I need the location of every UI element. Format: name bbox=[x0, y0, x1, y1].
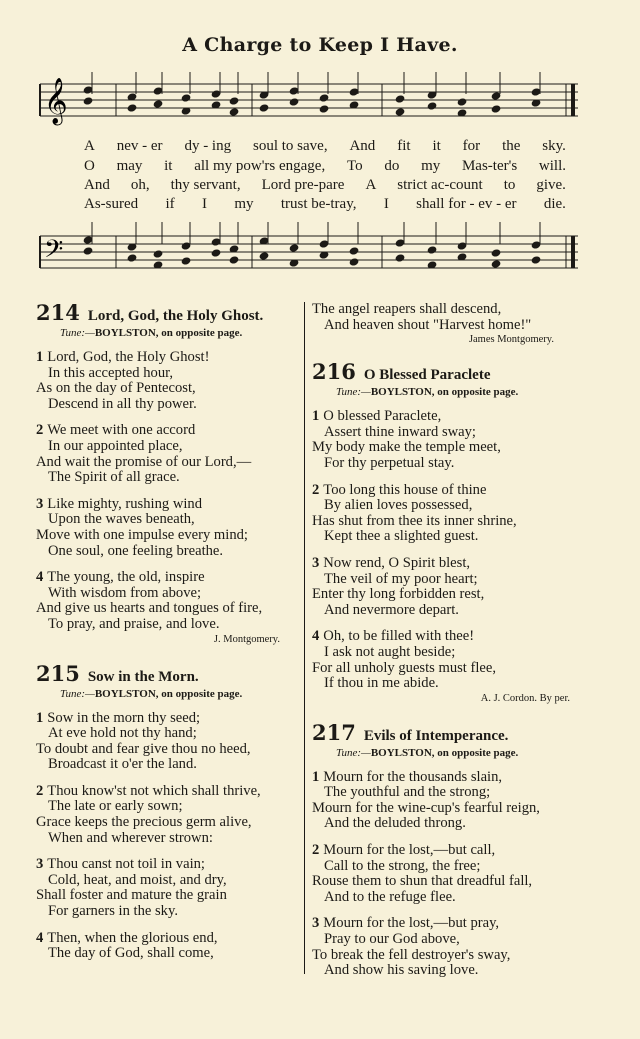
tune-name: BOYLSTON, on opposite page. bbox=[94, 687, 243, 700]
notehead bbox=[319, 104, 330, 113]
lyric-syllable: Mas-ter's bbox=[461, 158, 518, 174]
notehead bbox=[259, 103, 270, 112]
stanza-line: The angel reapers shall descend, bbox=[312, 301, 502, 317]
hymn-number: 214 bbox=[36, 300, 80, 325]
stanza-line: To pray, and praise, and love. bbox=[48, 615, 220, 632]
verse-number: 1 bbox=[312, 408, 320, 425]
stanza-line: 2 We meet with one accord bbox=[36, 422, 196, 439]
lyric-syllable: it bbox=[164, 158, 173, 174]
lyric-syllable: all my pow'rs engage, bbox=[194, 158, 326, 174]
stanza-line: Pray to our God above, bbox=[324, 931, 460, 948]
lyric-syllable: may bbox=[116, 158, 143, 174]
stanza-line: Cold, heat, and moist, and dry, bbox=[48, 871, 227, 888]
stanza-line: 3 Now rend, O Spirit blest, bbox=[312, 554, 471, 571]
stanza-line: To doubt and fear give thou no heed, bbox=[36, 740, 251, 757]
stanza bbox=[312, 629, 584, 691]
notehead bbox=[457, 97, 468, 106]
verse-number: 3 bbox=[36, 856, 44, 873]
notehead bbox=[349, 257, 360, 266]
hymn-title: O Blessed Paraclete bbox=[363, 367, 491, 384]
lyric-syllable: trust be-tray, bbox=[280, 196, 357, 212]
verse-number: 2 bbox=[36, 782, 44, 799]
lyric-syllable: the bbox=[502, 138, 521, 154]
lyric-syllable: To bbox=[346, 158, 363, 174]
lyric-syllable: shall for - ev - er bbox=[416, 196, 517, 212]
stanza bbox=[36, 784, 304, 846]
hymn-heading bbox=[36, 661, 304, 686]
verse-number: 4 bbox=[36, 929, 44, 946]
stanza bbox=[312, 409, 584, 471]
notehead bbox=[259, 251, 270, 260]
notehead bbox=[181, 93, 192, 102]
hymn-216 bbox=[312, 359, 584, 704]
stanzas bbox=[36, 350, 304, 633]
hymn-217 bbox=[312, 720, 584, 979]
stanza-line: 3 Mourn for the lost,—but pray, bbox=[312, 915, 500, 932]
stanza-line: 3 Like mighty, rushing wind bbox=[36, 495, 203, 512]
stanza-line: 1 Lord, God, the Holy Ghost! bbox=[36, 349, 210, 365]
lyric-syllable: will. bbox=[538, 158, 566, 174]
stanza-line: Descend in all thy power. bbox=[48, 395, 197, 412]
notehead bbox=[491, 104, 502, 113]
stanza bbox=[312, 483, 584, 545]
hymn-215 bbox=[36, 661, 304, 962]
author: James Montgomery. bbox=[468, 334, 554, 346]
treble-notes bbox=[83, 72, 542, 118]
lyric-syllable: And bbox=[349, 138, 376, 154]
stanza bbox=[312, 843, 584, 905]
notehead bbox=[289, 243, 300, 252]
author: A. J. Cordon. By per. bbox=[480, 692, 570, 704]
stanza-line: For thy perpetual stay. bbox=[324, 454, 455, 471]
lyric-line-4 bbox=[84, 196, 566, 213]
stanza-line: Assert thine inward sway; bbox=[324, 423, 476, 440]
tune-name: BOYLSTON, on opposite page. bbox=[370, 386, 519, 399]
lyric-syllable: it bbox=[432, 138, 441, 154]
lyric-line-1 bbox=[84, 138, 566, 155]
stanza bbox=[312, 770, 584, 832]
verse-number: 4 bbox=[312, 628, 320, 645]
stanza bbox=[36, 711, 304, 773]
verse-number: 1 bbox=[312, 768, 320, 785]
lyric-syllable: to bbox=[503, 177, 516, 193]
notehead bbox=[427, 245, 438, 254]
lyric-syllable: thy servant, bbox=[170, 177, 241, 193]
stanza-line: In this accepted hour, bbox=[48, 364, 174, 381]
hymn-heading bbox=[36, 300, 304, 325]
stanza-line: For all unholy guests must flee, bbox=[312, 659, 497, 676]
lyric-syllable: A bbox=[84, 138, 95, 154]
lyric-syllable: do bbox=[384, 158, 400, 174]
hymn-214 bbox=[36, 300, 304, 645]
verse-number: 2 bbox=[312, 481, 320, 498]
verse-number: 3 bbox=[312, 554, 320, 571]
notehead bbox=[349, 246, 360, 255]
stanza-line: And wait the promise of our Lord,— bbox=[36, 453, 252, 470]
stanza-line: I ask not aught beside; bbox=[324, 643, 456, 660]
stanza-line: Kept thee a slighted guest. bbox=[324, 528, 479, 545]
stanza-line: 2 Mourn for the lost,—but call, bbox=[312, 842, 496, 859]
treble-clef-icon: 𝄞 bbox=[44, 78, 68, 124]
tune-name: BOYLSTON, on opposite page. bbox=[94, 327, 243, 339]
lyric-syllable: And bbox=[84, 177, 110, 193]
lyric-syllable: I bbox=[201, 196, 207, 212]
lyric-syllable: soul to save, bbox=[253, 138, 328, 154]
verse-number: 3 bbox=[312, 915, 320, 932]
stanza bbox=[312, 916, 584, 978]
notehead bbox=[491, 248, 502, 257]
stanza-line: Upon the waves beneath, bbox=[48, 511, 195, 528]
hymn-number: 217 bbox=[312, 719, 356, 745]
notehead bbox=[153, 99, 164, 108]
verse-number: 2 bbox=[36, 422, 44, 439]
stanza-line: 4 Oh, to be filled with thee! bbox=[312, 628, 475, 645]
stanza-line: One soul, one feeling breathe. bbox=[48, 542, 224, 559]
stanza-line: Call to the strong, the free; bbox=[324, 857, 481, 874]
stanza-line: The day of God, shall come, bbox=[48, 945, 214, 962]
hymn-heading bbox=[312, 720, 584, 745]
verse-number: 1 bbox=[36, 349, 44, 365]
stanza-line: To break the fell destroyer's sway, bbox=[312, 946, 511, 963]
notehead bbox=[83, 246, 94, 255]
notehead bbox=[289, 97, 300, 106]
stanza-line: And nevermore depart. bbox=[324, 601, 459, 618]
right-column bbox=[312, 302, 584, 979]
tune-label: Tune:— bbox=[336, 386, 371, 399]
lyric-syllable: strict ac-count bbox=[397, 177, 483, 193]
tune-label: Tune:— bbox=[60, 687, 95, 700]
stanza-line: When and wherever strown: bbox=[48, 829, 213, 846]
stanza bbox=[36, 857, 304, 919]
notehead bbox=[491, 259, 502, 268]
stanza-line: Enter thy long forbidden rest, bbox=[312, 586, 485, 603]
notehead bbox=[531, 255, 542, 264]
stanza-line: In our appointed place, bbox=[48, 437, 183, 454]
notehead bbox=[395, 253, 406, 262]
tune-name: BOYLSTON, on opposite page. bbox=[370, 746, 519, 759]
notehead bbox=[181, 256, 192, 265]
stanza-line: 4 Then, when the glorious end, bbox=[36, 929, 218, 946]
bass-notes bbox=[83, 222, 542, 270]
bass-clef-icon: 𝄢 bbox=[44, 235, 64, 270]
lyric-syllable: oh, bbox=[130, 177, 150, 193]
verse-number: 2 bbox=[312, 842, 320, 859]
stanzas bbox=[312, 770, 584, 979]
notehead bbox=[229, 107, 240, 116]
stanza-line: The late or early sown; bbox=[48, 798, 183, 815]
notehead bbox=[127, 253, 138, 262]
stanza-line: 3 Thou canst not toil in vain; bbox=[36, 856, 205, 873]
page-title: A Charge to Keep I Have. bbox=[182, 34, 458, 56]
lyric-syllable: dy - ing bbox=[184, 138, 232, 154]
stanza bbox=[312, 556, 584, 618]
stanza-line: For garners in the sky. bbox=[48, 903, 178, 920]
author: J. Montgomery. bbox=[213, 633, 280, 645]
stanza bbox=[36, 423, 304, 485]
stanza-line: As on the day of Pentecost, bbox=[36, 380, 196, 397]
stanza-line: The youthful and the strong; bbox=[324, 784, 491, 801]
stanza-line: 2 Too long this house of thine bbox=[312, 481, 487, 498]
stanza-line: If thou in me abide. bbox=[324, 675, 439, 692]
lyric-line-3 bbox=[84, 177, 566, 194]
notehead bbox=[229, 96, 240, 105]
hymn-title: Evils of Intemperance. bbox=[363, 727, 509, 744]
stanza bbox=[36, 931, 304, 962]
stanza-line: Rouse them to shun that dreadful fall, bbox=[312, 873, 533, 890]
stanza-line: 1 O blessed Paraclete, bbox=[312, 408, 442, 425]
continuation bbox=[312, 302, 584, 333]
tune-label: Tune:— bbox=[60, 327, 95, 339]
stanza-line: With wisdom from above; bbox=[48, 584, 202, 601]
stanza-line: Grace keeps the precious germ alive, bbox=[36, 814, 252, 831]
lyric-syllable: die. bbox=[543, 196, 566, 212]
stanzas bbox=[36, 711, 304, 962]
tune-line bbox=[336, 747, 584, 759]
stanza-line: Shall foster and mature the grain bbox=[36, 887, 227, 904]
stanza bbox=[36, 350, 304, 412]
lyric-syllable: O bbox=[84, 158, 95, 174]
notehead bbox=[229, 255, 240, 264]
hymn-title: Sow in the Morn. bbox=[87, 668, 199, 685]
stanza-line: 1 Mourn for the thousands slain, bbox=[312, 768, 503, 785]
stanza-line: 1 Sow in the morn thy seed; bbox=[36, 709, 201, 726]
stanza-line: My body make the temple meet, bbox=[312, 439, 501, 456]
hymn-title: Lord, God, the Holy Ghost. bbox=[87, 308, 264, 324]
stanza-line: Has shut from thee its inner shrine, bbox=[312, 512, 517, 529]
stanza-line: By alien loves possessed, bbox=[324, 497, 473, 514]
hymn-number: 216 bbox=[312, 359, 356, 385]
lyric-line-2 bbox=[84, 158, 566, 175]
lyric-syllable: my bbox=[234, 196, 254, 212]
stanza-line: And show his saving love. bbox=[324, 962, 479, 979]
lyric-syllable: fit bbox=[397, 138, 411, 154]
hymn-number: 215 bbox=[36, 660, 80, 686]
column-divider bbox=[304, 302, 305, 974]
lyric-syllable: As-sured bbox=[84, 196, 139, 212]
lyric-syllable: A bbox=[365, 177, 377, 193]
lyric-syllable: for bbox=[462, 138, 481, 154]
lyric-syllable: my bbox=[421, 158, 441, 174]
lyric-syllable: if bbox=[165, 196, 175, 212]
stanza-line: And to the refuge flee. bbox=[324, 888, 456, 905]
stanza-line: The Spirit of all grace. bbox=[48, 469, 180, 486]
notehead bbox=[395, 107, 406, 116]
stanza-line: And give us hearts and tongues of fire, bbox=[36, 600, 263, 617]
stanza-line: Move with one impulse every mind; bbox=[36, 526, 248, 543]
verse-number: 1 bbox=[36, 709, 44, 726]
notehead bbox=[153, 249, 164, 258]
verse-number: 4 bbox=[36, 569, 44, 586]
notehead bbox=[211, 248, 222, 257]
notehead bbox=[319, 93, 330, 102]
stanza-line: At eve hold not thy hand; bbox=[48, 725, 197, 742]
hymn-heading bbox=[312, 359, 584, 384]
left-column bbox=[36, 300, 304, 962]
stanza-line: Mourn for the wine-cup's fearful reign, bbox=[312, 799, 540, 816]
stanza-line: And the deluded throng. bbox=[324, 815, 466, 832]
verse-number: 3 bbox=[36, 495, 44, 512]
stanza-line: Broadcast it o'er the land. bbox=[48, 756, 197, 773]
stanza-line: And heaven shout "Harvest home!" bbox=[324, 316, 532, 333]
lyric-syllable: sky. bbox=[542, 138, 566, 154]
lyric-syllable: give. bbox=[536, 177, 566, 193]
tune-label: Tune:— bbox=[336, 746, 371, 759]
lyric-syllable: Lord pre-pare bbox=[261, 177, 345, 193]
tune-line bbox=[60, 327, 304, 339]
stanzas bbox=[312, 409, 584, 692]
lyric-syllable: I bbox=[383, 196, 389, 212]
notehead bbox=[395, 94, 406, 103]
tune-line bbox=[60, 688, 304, 700]
notehead bbox=[427, 101, 438, 110]
stanza-line: The veil of my poor heart; bbox=[324, 570, 478, 587]
notehead bbox=[127, 103, 138, 112]
stanza-line: 4 The young, the old, inspire bbox=[36, 569, 205, 586]
notehead bbox=[83, 96, 94, 105]
lyric-syllable: nev - er bbox=[116, 138, 163, 154]
stanza bbox=[36, 570, 304, 632]
stanza-line: 2 Thou know'st not which shall thrive, bbox=[36, 782, 261, 799]
tune-line bbox=[336, 386, 584, 398]
stanza bbox=[36, 497, 304, 559]
